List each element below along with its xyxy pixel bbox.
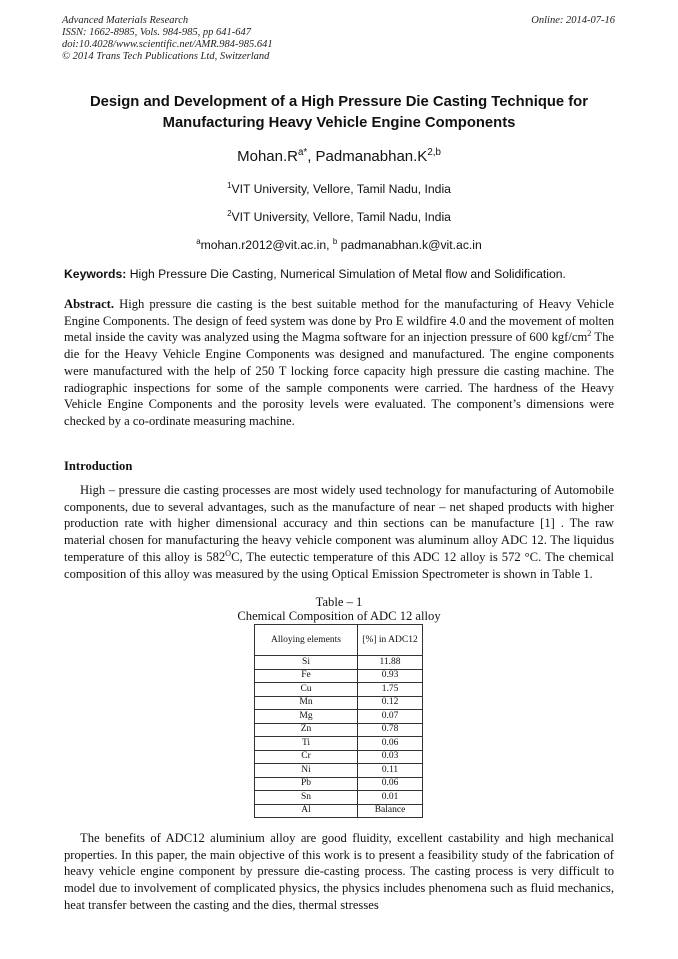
affiliation-marker: 1 <box>227 180 232 190</box>
table-header-cell: [%] in ADC12 <box>358 625 423 656</box>
issn-line: ISSN: 1662-8985, Vols. 984-985, pp 641-647 <box>62 27 251 38</box>
author-superscript: a* <box>297 147 308 158</box>
table-row <box>255 696 423 710</box>
element-cell: Zn <box>255 723 358 737</box>
percent-cell: 11.88 <box>358 656 423 670</box>
table-row <box>255 683 423 697</box>
element-cell: Cr <box>255 750 358 764</box>
keywords-line <box>64 267 624 281</box>
percent-cell: 0.01 <box>358 791 423 805</box>
affiliation-1 <box>0 182 678 196</box>
author-separator: , <box>307 148 316 165</box>
percent-cell: 0.07 <box>358 710 423 724</box>
table-header-cell: Alloying elements <box>255 625 358 656</box>
percent-cell: 0.03 <box>358 750 423 764</box>
publication-header <box>62 15 273 63</box>
paragraph-text: High – pressure die casting processes are most widely used technology for manufacturing of Automobile components, due to several advantages, such as the manufacture of near – net shaped products with higher production rate with higher dimensional accuracy and thin sections can be manufacture [1] . The raw material chosen for manufacturing the heavy vehicle component was aluminum alloy ADC 12. The liquidus temperature of this alloy is 582 <box>64 483 614 564</box>
abstract-text: High pressure die casting is the best suitable method for the manufacturing of Heavy Vehicle Engine Components. The design of feed system was done by Pro E wildfire 4.0 and the movement of molten metal inside the cavity was analyzed using the Magma software for an injection pressure of 600 kgf/cm <box>64 297 614 345</box>
table-row <box>255 737 423 751</box>
email-link[interactable]: mohan.r2012@vit.ac.in, <box>200 238 333 252</box>
percent-cell: 0.12 <box>358 696 423 710</box>
element-cell: Pb <box>255 777 358 791</box>
percent-cell: 0.93 <box>358 669 423 683</box>
element-cell: Al <box>255 804 358 818</box>
element-cell: Cu <box>255 683 358 697</box>
email-link[interactable]: padmanabhan.k@vit.ac.in <box>337 238 482 252</box>
section-heading-introduction: Introduction <box>64 459 133 473</box>
element-cell: Ti <box>255 737 358 751</box>
affiliation-text: VIT University, Vellore, Tamil Nadu, India <box>231 210 451 224</box>
paragraph-text: C, The eutectic temperature of this ADC 12 alloy is 572 °C. The chemical composition of this alloy was measured by the using Optical Emission Spectrometer is shown in Table 1. <box>64 549 614 581</box>
copyright-line: © 2014 Trans Tech Publications Ltd, Switzerland <box>62 51 270 62</box>
element-cell: Ni <box>255 764 358 778</box>
affiliation-2 <box>0 210 678 224</box>
table-row <box>255 669 423 683</box>
abstract-text: The die for the Heavy Vehicle Engine Components was designed and manufactured. The engine components were manufactured with the help of 250 T locking force capacity high pressure die casting machine. The radiographic inspections for some of the sample components were carried. The hardness of the Heavy Vehicle Engine Components and the porosity levels were evaluated. The component’s dimensions were checked by a co-ordinate measuring machine. <box>64 330 614 428</box>
author-superscript: 2,b <box>427 147 441 158</box>
composition-table <box>254 624 423 818</box>
author-name: Padmanabhan.K <box>315 148 428 165</box>
affiliation-marker: 2 <box>227 208 232 218</box>
percent-cell: 0.11 <box>358 764 423 778</box>
percent-cell: 0.06 <box>358 777 423 791</box>
percent-cell: 1.75 <box>358 683 423 697</box>
doi-line: doi:10.4028/www.scientific.net/AMR.984-985.641 <box>62 39 273 50</box>
email-marker: a <box>196 236 201 246</box>
percent-cell: 0.06 <box>358 737 423 751</box>
keywords-text: High Pressure Die Casting, Numerical Simulation of Metal flow and Solidification. <box>126 267 566 281</box>
percent-cell: 0.78 <box>358 723 423 737</box>
email-marker: b <box>332 236 338 246</box>
table-row <box>255 777 423 791</box>
introduction-paragraph-2: The benefits of ADC12 aluminium alloy are good fluidity, excellent castability and high mechanical properties. In this paper, the main objective of this work is to present a feasibility study of the fabrication of heavy vehicle engine component by pressure die-casting process. The casting process is very difficult to model due to involvement of complicated physics, the physics includes phenomena such as fluid mechanics, heat transfer between the casting and the dies, thermal stresses <box>64 831 614 912</box>
online-date: Online: 2014-07-16 <box>531 15 615 26</box>
percent-cell: Balance <box>358 804 423 818</box>
journal-name: Advanced Materials Research <box>62 15 189 26</box>
element-cell: Mg <box>255 710 358 724</box>
element-cell: Fe <box>255 669 358 683</box>
table-header-row <box>255 625 423 656</box>
abstract-paragraph <box>64 296 614 430</box>
keywords-label: Keywords: <box>64 267 127 281</box>
table-row <box>255 764 423 778</box>
affiliation-text: VIT University, Vellore, Tamil Nadu, India <box>231 182 451 196</box>
element-cell: Mn <box>255 696 358 710</box>
table-row <box>255 710 423 724</box>
element-cell: Si <box>255 656 358 670</box>
table-row <box>255 656 423 670</box>
abstract-label: Abstract. <box>64 297 115 311</box>
introduction-paragraph-1 <box>64 482 614 582</box>
table-row <box>255 791 423 805</box>
table-row <box>255 804 423 818</box>
element-cell: Sn <box>255 791 358 805</box>
table-row <box>255 723 423 737</box>
abstract-superscript: 2 <box>587 329 592 339</box>
author-list <box>0 148 678 166</box>
table-caption-title: Chemical Composition of ADC 12 alloy <box>237 609 441 623</box>
table-row <box>255 750 423 764</box>
author-name: Mohan.R <box>237 148 298 165</box>
paper-title: Design and Development of a High Pressure Die Casting Technique for Manufacturing Heavy Vehicle Engine Components <box>90 94 588 131</box>
author-emails <box>0 238 678 252</box>
degree-superscript: O <box>225 548 232 558</box>
table-caption-number: Table – 1 <box>315 595 363 609</box>
